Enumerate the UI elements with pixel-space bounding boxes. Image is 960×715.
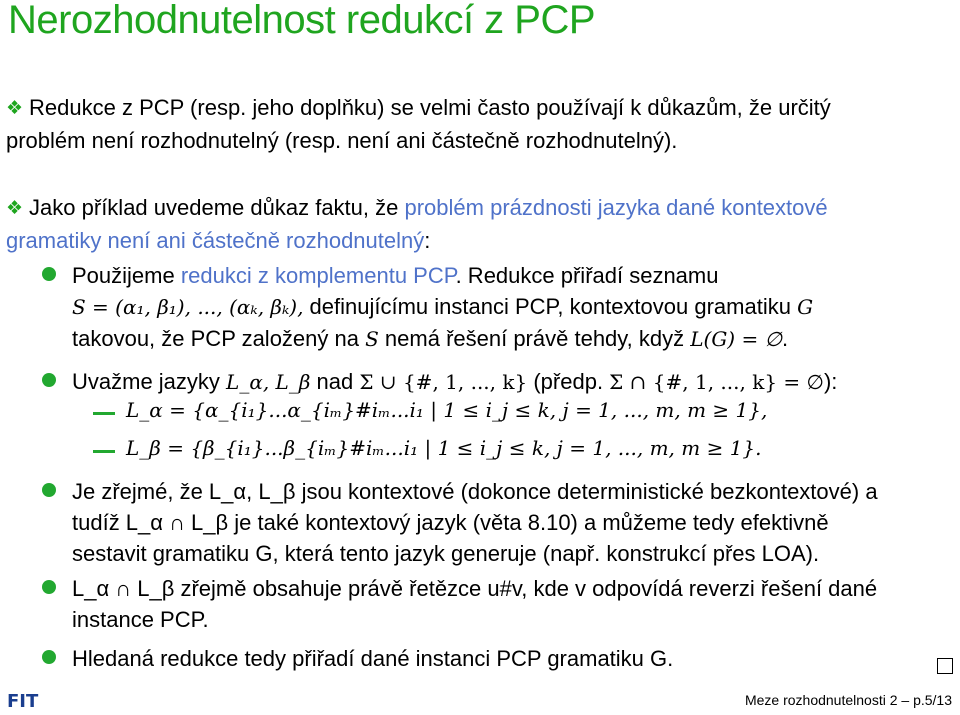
bullet-dot-icon [42,267,56,281]
bullet-dot-icon [42,580,56,594]
qed-square-icon [937,658,953,674]
fit-logo-icon [7,687,39,712]
bullet-languages: Uvažme jazyky L_α, L_β nad Σ ∪ {#, 1, ..., k} (předp. Σ ∩ {#, 1, ..., k} = ∅): [72,366,932,398]
bullet-dot-icon [42,650,56,664]
paragraph-intro: ❖ Redukce z PCP (resp. jeho doplňku) se velmi často používají k důkazům, že určitý problém není rozhodnutelný (resp. není ani částečně rozhodnutelný). [6,95,831,153]
svg-text:FIT: FIT [7,691,39,712]
emphasis-text: redukci z komplementu PCP [180,263,456,288]
math-expression: S = (α₁, β₁), ..., (αₖ, βₖ), [72,295,304,319]
definition-l-alpha: L_α = {α_{i₁}...α_{iₘ}#iₘ...i₁ | 1 ≤ i_j ≤ k, j = 1, ..., m, m ≥ 1}, [126,398,767,423]
definition-l-beta: L_β = {β_{i₁}...β_{iₘ}#iₘ...i₁ | 1 ≤ i_j ≤ k, j = 1, ..., m, m ≥ 1}. [126,436,762,461]
bullet-reduction: Použijeme redukci z komplementu PCP. Redukce přiřadí seznamu S = (α₁, β₁), ..., (αₖ, βₖ), definujícímu instanci PCP, kontextovou gramatiku G takovou, že PCP založený na S nemá řešení právě tehdy, když L(G) = ∅. [72,260,932,355]
slide-footer: Meze rozhodnutelnosti 2 – p.5/13 [744,692,952,708]
bullet-context-sensitive: Je zřejmé, že L_α, L_β jsou kontextové (dokonce deterministické bezkontextové) a tudíž L_α ∩ L_β je také kontextový jazyk (věta 8.10) a můžeme tedy efektivně sestavit gramatiku G, která tento jazyk generuje (např. konstrukcí přes LOA). [72,476,932,569]
bullet-conclusion: Hledaná redukce tedy přiřadí dané instanci PCP gramatiku G. [72,643,932,674]
dash-bullet-icon [93,450,115,453]
dash-bullet-icon [93,412,115,415]
emphasis-text: problém prázdnosti jazyka dané kontextové [404,195,828,220]
diamond-bullet-icon: ❖ [6,98,24,119]
bullet-dot-icon [42,483,56,497]
paragraph-example: ❖ Jako příklad uvedeme důkaz faktu, že problém prázdnosti jazyka dané kontextové gramatiky není ani částečně rozhodnutelný: [6,195,828,253]
slide-title: Nerozhodnutelnost redukcí z PCP [8,0,596,42]
diamond-bullet-icon: ❖ [6,198,24,219]
bullet-dot-icon [42,373,56,387]
math-expression: L(G) = ∅ [690,327,782,351]
bullet-intersection: L_α ∩ L_β zřejmě obsahuje právě řetězce u#v, kde v odpovídá reverzi řešení dané instance PCP. [72,573,932,635]
